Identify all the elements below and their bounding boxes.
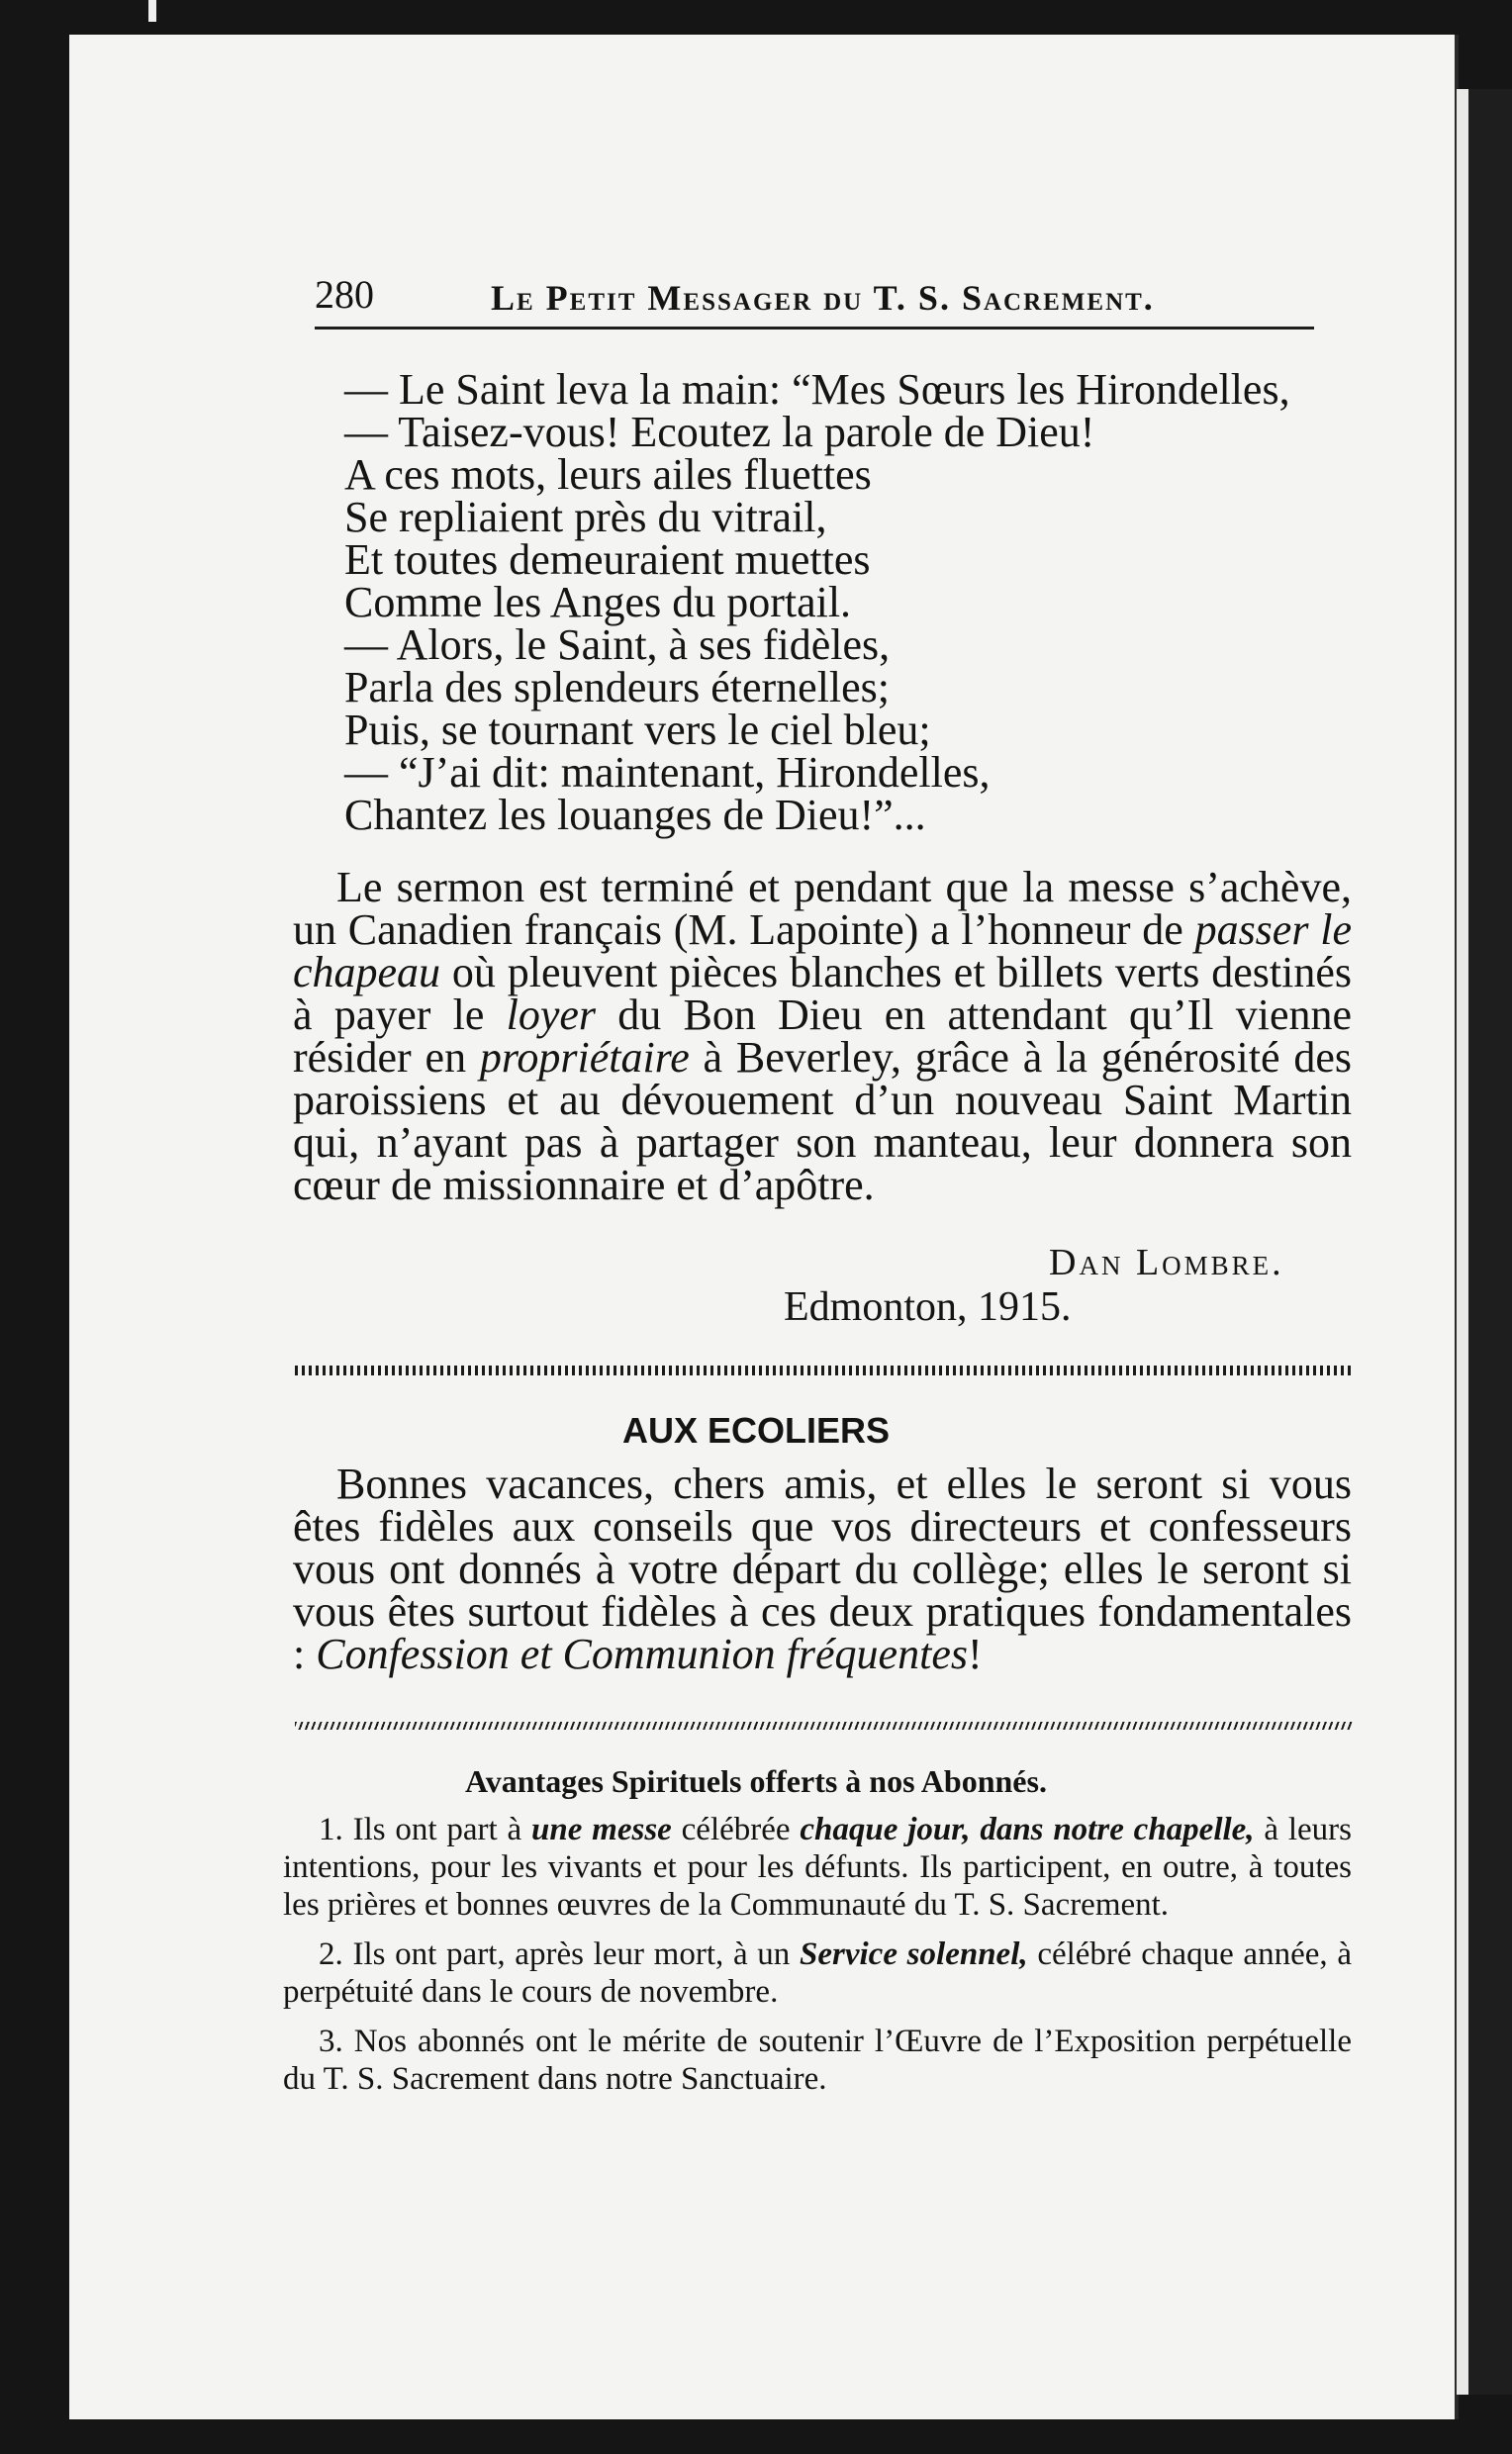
verse-line: — Taisez-vous! Ecoutez la parole de Dieu!	[344, 408, 1095, 456]
verse-line: A ces mots, leurs ailes fluettes	[344, 450, 872, 499]
list-item	[283, 1935, 1352, 2011]
sermon-text: où pleuvent pièces blanches et billets verts destinés à payer le	[293, 948, 1352, 1039]
sermon-emphasis: loyer	[506, 991, 597, 1039]
sermon-emphasis: propriétaire	[479, 1033, 690, 1082]
item-text: célébré chaque année, à perpétuité dans le cours de novembre.	[283, 1936, 1352, 2010]
verse-line: Chantez les louanges de Dieu!”...	[344, 791, 926, 839]
ornamental-rule	[295, 1722, 1354, 1730]
verse-line: — “J’ai dit: maintenant, Hirondelles,	[344, 748, 991, 797]
verse-line: — Le Saint leva la main: “Mes Sœurs les Hirondelles,	[344, 365, 1290, 414]
verse-line: Parla des splendeurs éternelles;	[344, 663, 891, 711]
list-item	[283, 1811, 1352, 1924]
scan-mark	[148, 0, 156, 22]
item-emphasis: chaque jour, dans notre chapelle,	[800, 1812, 1255, 1847]
verse-line: Comme les Anges du portail.	[344, 578, 852, 626]
ecoliers-paragraph	[293, 1460, 1352, 1678]
verse-line: Se repliaient près du vitrail,	[344, 493, 827, 541]
item-text: 2. Ils ont part, après leur mort, à un	[319, 1936, 801, 1972]
ecoliers-text: !	[967, 1630, 983, 1678]
section-heading: Avantages Spirituels offerts à nos Abonnés.	[465, 1763, 1047, 1799]
sermon-text: du Bon Dieu en attendant qu’Il vienne résider en	[293, 991, 1353, 1082]
list-item: 3. Nos abonnés ont le mérite de soutenir l’Œuvre de l’Exposition perpétuelle du T. S. Sacrement dans notre Sanctuaire.	[283, 2024, 1352, 2097]
section-heading: AUX ECOLIERS	[621, 1410, 891, 1451]
sermon-paragraph	[293, 863, 1353, 1209]
ecoliers-text: Bonnes vacances, chers amis, et elles le seront si vous êtes fidèles aux conseils que vos directeurs et confesseurs vous ont donnés à votre départ du collège; elles le seront si vous êtes surtout fidèles à ces deux pratiques fondamentales :	[293, 1460, 1352, 1678]
page-header	[315, 267, 1314, 330]
ornamental-rule	[295, 1366, 1354, 1375]
item-text: 1. Ils ont part à	[319, 1812, 531, 1847]
running-title: Le Petit Messager du T. S. Sacrement.	[491, 278, 1155, 318]
poem-verse	[344, 365, 1373, 839]
place-date: Edmonton, 1915.	[784, 1284, 1072, 1330]
sermon-text: Le sermon est terminé et pendant que la messe s’achève, un Canadien français (M. Lapointe) a l’honneur de	[293, 863, 1352, 954]
item-text: à leurs intentions, pour les vivants et pour les défunts. Ils participent, en outre, à toutes les prières et bonnes œuvres de la Communauté du T. S. Sacrement.	[283, 1812, 1353, 1923]
avantages-list	[283, 1811, 1352, 2110]
page-edge	[1457, 89, 1512, 2395]
verse-line: Et toutes demeuraient muettes	[344, 535, 871, 584]
sermon-emphasis: passer le chapeau	[293, 905, 1352, 996]
verse-line: — Alors, le Saint, à ses fidèles,	[344, 620, 891, 669]
author-signature: Dan Lombre.	[1049, 1242, 1284, 1283]
item-text: célébrée	[671, 1812, 801, 1847]
page-number: 280	[315, 272, 374, 317]
item-emphasis: une messe	[531, 1812, 672, 1847]
ecoliers-emphasis: Confession et Communion fréquentes	[316, 1630, 968, 1678]
item-emphasis: Service solennel,	[800, 1936, 1028, 1972]
verse-line: Puis, se tournant vers le ciel bleu;	[344, 706, 931, 754]
sermon-text: à Beverley, grâce à la générosité des paroissiens et au dévouement d’un nouveau Saint Martin qui, n’ayant pas à partager son manteau, leur donnera son cœur de missionnaire et d’apôtre.	[293, 1033, 1352, 1209]
